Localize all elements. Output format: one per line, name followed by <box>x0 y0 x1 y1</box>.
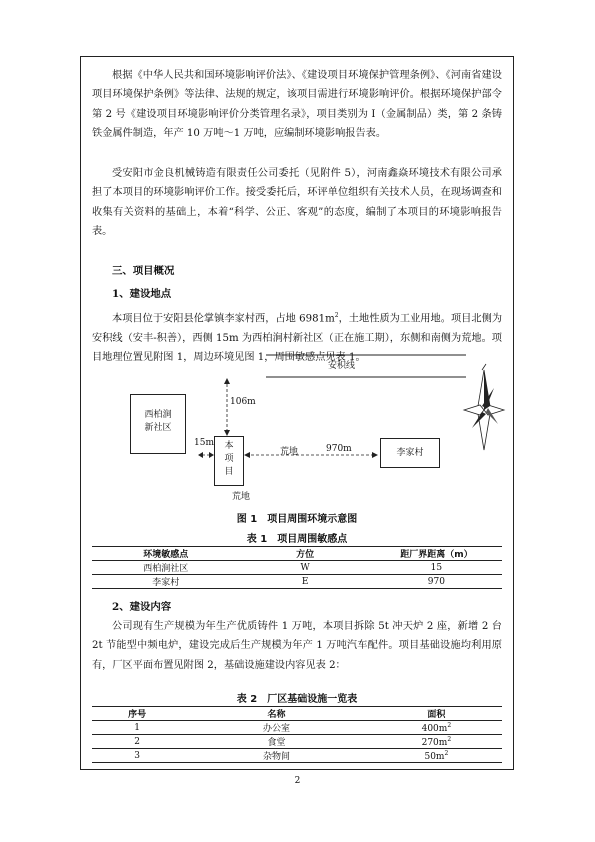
figure-caption: 图 1 项目周围环境示意图 <box>236 514 358 525</box>
project-box <box>214 436 244 486</box>
north-arrow-icon <box>464 364 504 450</box>
paragraph-construction: 公司现有生产规模为年生产优质铸件 1 万吨，本项目拆除 5t 冲天炉 2 座，新增 2 台 2t 节能型中频电炉，建设完成后生产规模为年产 1 万吨汽车配件。项目基础设施均利用原有，厂区平面布置见附图 2，基础设施建设内容见表 2： <box>92 621 502 671</box>
project-label-1: 本 <box>224 441 234 451</box>
community-box <box>130 394 186 454</box>
surroundings-diagram <box>80 352 514 500</box>
table-cell: W <box>240 561 371 575</box>
sensitive-points-table <box>92 546 502 589</box>
table-header-row <box>92 547 502 561</box>
project-label-3: 目 <box>224 467 234 477</box>
page-number: 2 <box>294 776 301 786</box>
table-header: 环境敏感点 <box>92 547 240 561</box>
table-cell: 食堂 <box>182 735 371 749</box>
project-label-2: 项 <box>224 454 234 464</box>
subheading-location: 1、建设地点 <box>112 288 172 300</box>
community-label-2: 新社区 <box>144 423 172 433</box>
table-cell: 1 <box>92 721 182 735</box>
table-row <box>92 575 502 589</box>
village-box: 李家村 <box>380 438 440 468</box>
table-cell: 杂物间 <box>182 749 371 763</box>
table1-caption: 表 1 项目周围敏感点 <box>246 534 348 545</box>
table-cell: 970 <box>371 575 502 589</box>
table-header: 面积 <box>371 707 502 721</box>
road-label: 安积线 <box>328 361 356 371</box>
paragraph-commission: 受安阳市金良机械铸造有限责任公司委托（见附件 5），河南鑫焱环境技术有限公司承担了本项目的环境影响评价工作。接受委托后，环评单位组织有关技术人员，在现场调查和收集有关资料的基础上，本着“科学、公正、客观”的态度，编制了本项目的环境影响报告表。 <box>92 168 502 238</box>
south-wasteland-label: 荒地 <box>232 492 251 502</box>
west-distance-label: 15m <box>194 438 214 448</box>
section-heading-overview: 三、项目概况 <box>112 265 175 277</box>
table-row <box>92 721 502 735</box>
table-cell: E <box>240 575 371 589</box>
table-cell: 2 <box>92 735 182 749</box>
paragraph-legal-basis: 根据《中华人民共和国环境影响评价法》、《建设项目环境保护管理条例》、《河南省建设项目环境保护条例》等法律、法规的规定，该项目需进行环境影响评价。根据环境保护部令第 2 号《建设项目环境影响评价分类管理名录》，项目类别为 I（金属制品）类，第 2 条铸铁金属件制造，年产 10 万吨～1 万吨，应编制环境影响报告表。 <box>92 70 502 140</box>
table-header: 名称 <box>182 707 371 721</box>
community-label-1: 西柏涧 <box>144 410 172 420</box>
table-row <box>92 561 502 575</box>
table-cell: $270m^2$ <box>371 735 502 749</box>
table-cell: $400m^2$ <box>371 721 502 735</box>
table-header-row <box>92 707 502 721</box>
table-cell: 15 <box>371 561 502 575</box>
table-cell: 3 <box>92 749 182 763</box>
east-wasteland-label: 荒地 <box>280 447 299 457</box>
table-cell: 西柏涧社区 <box>92 561 240 575</box>
north-distance-label: 106m <box>230 397 256 407</box>
table-cell: $50m^2$ <box>371 749 502 763</box>
east-distance-label: 970m <box>326 444 352 454</box>
facilities-table <box>92 706 502 763</box>
table-cell: 办公室 <box>182 721 371 735</box>
table-row <box>92 735 502 749</box>
paragraph-location: 本项目位于安阳县伦掌镇李家村西，占地 $6981m^2$，土地性质为工业用地。项目北侧为安积线（安丰-积善），西侧 15m 为西柏涧村新社区（正在施工期），东侧和南侧为荒地。项目地理位置见附图 1，周边环境见图 1，周围敏感点见表 1。 <box>92 312 503 364</box>
table-row <box>92 749 502 763</box>
table-header: 方位 <box>240 547 371 561</box>
subheading-construction: 2、建设内容 <box>112 601 172 613</box>
table2-caption: 表 2 厂区基础设施一览表 <box>236 694 358 705</box>
table-header: 序号 <box>92 707 182 721</box>
table-cell: 李家村 <box>92 575 240 589</box>
table-header: 距厂界距离（m） <box>371 547 502 561</box>
